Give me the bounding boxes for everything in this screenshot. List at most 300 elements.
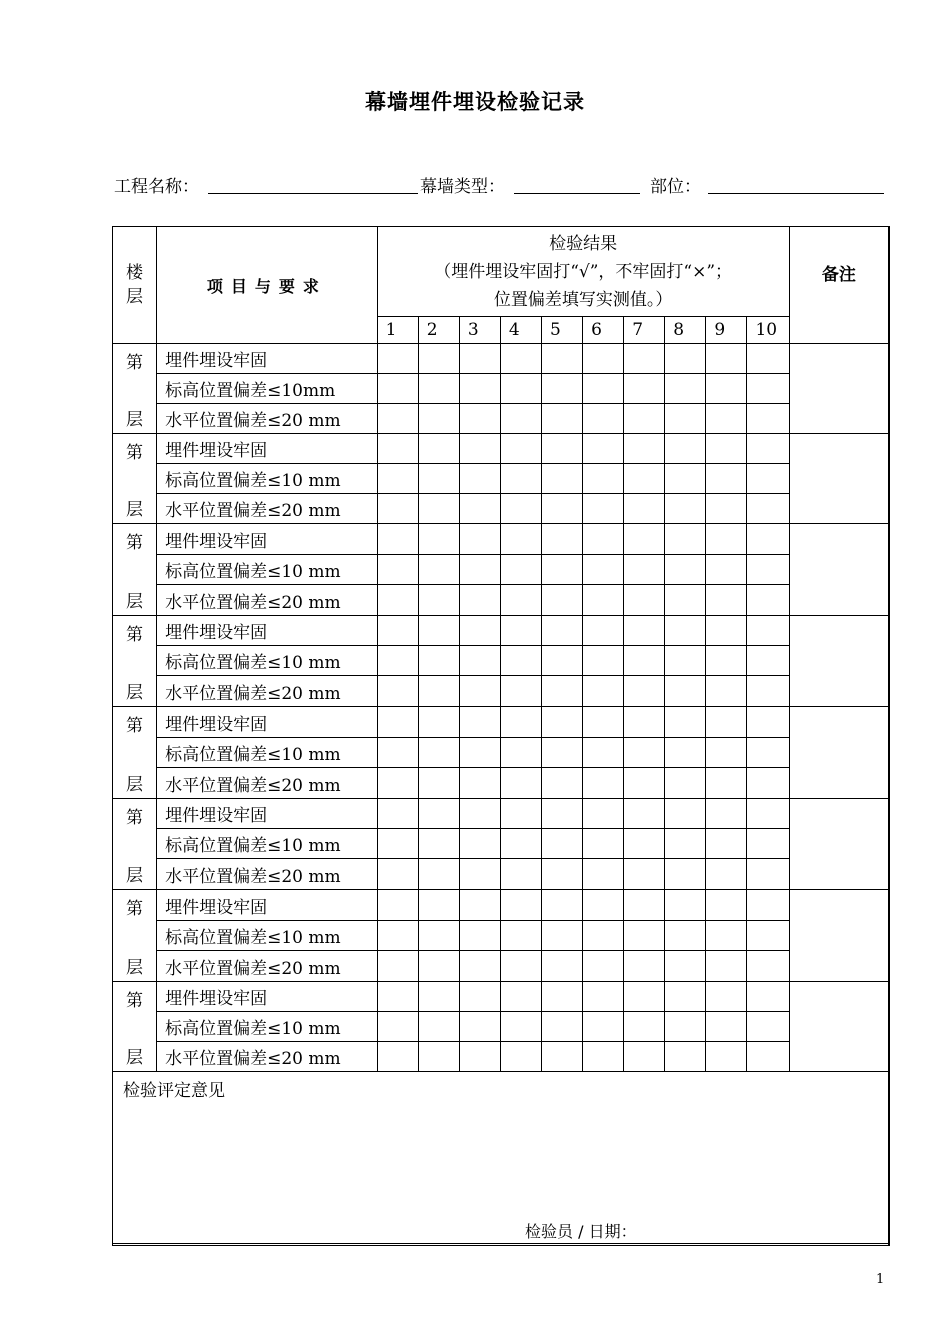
result-cell[interactable] — [624, 982, 665, 1012]
result-cell[interactable] — [542, 921, 583, 951]
result-cell[interactable] — [377, 859, 418, 890]
floor-prefix: 第 — [126, 625, 144, 645]
result-cell[interactable] — [500, 951, 541, 982]
result-cell[interactable] — [377, 555, 418, 585]
result-cell[interactable] — [542, 434, 583, 464]
result-cell[interactable] — [583, 676, 624, 707]
result-cell[interactable] — [583, 434, 624, 464]
result-cell[interactable] — [418, 738, 459, 768]
result-cell[interactable] — [459, 676, 500, 707]
result-cell[interactable] — [500, 890, 541, 921]
result-cell[interactable] — [665, 676, 706, 707]
remark-cell[interactable] — [789, 524, 888, 616]
result-cell[interactable] — [500, 738, 541, 768]
result-cell[interactable] — [624, 646, 665, 676]
result-cell[interactable] — [706, 921, 747, 951]
result-cell[interactable] — [418, 524, 459, 555]
floor-cell[interactable] — [113, 344, 157, 434]
floor-cell[interactable] — [113, 524, 157, 616]
result-cell[interactable] — [459, 829, 500, 859]
result-cell[interactable] — [624, 434, 665, 464]
result-cell[interactable] — [500, 982, 541, 1012]
result-cell[interactable] — [459, 1012, 500, 1042]
result-cell[interactable] — [624, 829, 665, 859]
result-cell[interactable] — [459, 859, 500, 890]
result-cell[interactable] — [418, 344, 459, 374]
result-cell[interactable] — [624, 859, 665, 890]
result-cell[interactable] — [418, 859, 459, 890]
result-cell[interactable] — [377, 434, 418, 464]
result-cell[interactable] — [377, 616, 418, 646]
result-cell[interactable] — [418, 829, 459, 859]
result-cell[interactable] — [706, 555, 747, 585]
result-cell[interactable] — [706, 524, 747, 555]
result-cell[interactable] — [706, 585, 747, 616]
result-cell[interactable] — [377, 799, 418, 829]
result-cell[interactable] — [706, 646, 747, 676]
result-cell[interactable] — [542, 646, 583, 676]
result-cell[interactable] — [624, 464, 665, 494]
result-cell[interactable] — [459, 768, 500, 799]
result-cell[interactable] — [583, 404, 624, 434]
result-cell[interactable] — [459, 404, 500, 434]
result-cell[interactable] — [624, 374, 665, 404]
remark-cell[interactable] — [789, 982, 888, 1072]
table-row — [113, 494, 889, 524]
result-cell[interactable] — [500, 1042, 541, 1072]
result-cell[interactable] — [418, 768, 459, 799]
result-cell[interactable] — [500, 464, 541, 494]
requirement-item: 水平位置偏差≤20 mm — [157, 1042, 378, 1072]
result-cell[interactable] — [665, 434, 706, 464]
result-cell[interactable] — [706, 374, 747, 404]
floor-prefix: 第 — [126, 353, 144, 373]
table-row — [113, 890, 889, 921]
result-cell[interactable] — [542, 1042, 583, 1072]
opinion-area[interactable] — [113, 1072, 889, 1246]
requirement-item: 标高位置偏差≤10 mm — [157, 829, 378, 859]
table-row — [113, 799, 889, 829]
result-cell[interactable] — [706, 676, 747, 707]
result-cell[interactable] — [542, 951, 583, 982]
result-cell[interactable] — [747, 646, 789, 676]
result-cell[interactable] — [459, 738, 500, 768]
result-cell[interactable] — [624, 404, 665, 434]
result-cell[interactable] — [665, 524, 706, 555]
result-cell[interactable] — [500, 829, 541, 859]
result-cell[interactable] — [500, 374, 541, 404]
result-cell[interactable] — [624, 799, 665, 829]
result-cell[interactable] — [747, 982, 789, 1012]
result-cell[interactable] — [583, 921, 624, 951]
result-cell[interactable] — [624, 344, 665, 374]
result-cell[interactable] — [665, 374, 706, 404]
result-cell[interactable] — [665, 890, 706, 921]
result-cell[interactable] — [747, 707, 789, 738]
result-cell[interactable] — [418, 494, 459, 524]
result-cell[interactable] — [747, 951, 789, 982]
result-cell[interactable] — [747, 464, 789, 494]
result-cell[interactable] — [706, 1012, 747, 1042]
result-cell[interactable] — [624, 676, 665, 707]
result-cell[interactable] — [583, 707, 624, 738]
result-cell[interactable] — [377, 524, 418, 555]
result-cell[interactable] — [583, 1042, 624, 1072]
result-cell[interactable] — [459, 464, 500, 494]
result-cell[interactable] — [418, 555, 459, 585]
result-cell[interactable] — [706, 768, 747, 799]
floor-cell[interactable] — [113, 434, 157, 524]
result-cell[interactable] — [459, 494, 500, 524]
result-cell[interactable] — [500, 1012, 541, 1042]
result-cell[interactable] — [459, 799, 500, 829]
result-cell[interactable] — [665, 707, 706, 738]
result-cell[interactable] — [747, 829, 789, 859]
item-header: 项目与要求 — [157, 227, 378, 344]
result-cell[interactable] — [706, 464, 747, 494]
result-cell[interactable] — [542, 707, 583, 738]
result-cell[interactable] — [459, 921, 500, 951]
result-cell[interactable] — [418, 585, 459, 616]
result-cell[interactable] — [583, 738, 624, 768]
result-cell[interactable] — [542, 890, 583, 921]
table-row — [113, 344, 889, 374]
floor-prefix: 第 — [126, 991, 144, 1011]
result-cell[interactable] — [459, 585, 500, 616]
result-cell[interactable] — [418, 464, 459, 494]
remark-cell[interactable] — [789, 799, 888, 890]
result-cell[interactable] — [542, 524, 583, 555]
result-cell[interactable] — [665, 404, 706, 434]
floor-cell[interactable] — [113, 616, 157, 707]
result-cell[interactable] — [747, 738, 789, 768]
result-cell[interactable] — [542, 585, 583, 616]
result-cell[interactable] — [747, 890, 789, 921]
result-cell[interactable] — [665, 344, 706, 374]
floor-suffix: 层 — [126, 775, 144, 795]
result-cell[interactable] — [747, 524, 789, 555]
remark-cell[interactable] — [789, 344, 888, 434]
result-cell[interactable] — [377, 646, 418, 676]
result-cell[interactable] — [377, 464, 418, 494]
result-cell[interactable] — [377, 374, 418, 404]
table-row — [113, 982, 889, 1012]
result-cell[interactable] — [747, 1012, 789, 1042]
result-cell[interactable] — [665, 464, 706, 494]
result-cell[interactable] — [459, 890, 500, 921]
result-cell[interactable] — [665, 799, 706, 829]
remark-cell[interactable] — [789, 890, 888, 982]
result-cell[interactable] — [418, 799, 459, 829]
result-cell[interactable] — [542, 494, 583, 524]
result-cell[interactable] — [706, 982, 747, 1012]
result-cell[interactable] — [665, 494, 706, 524]
result-cell[interactable] — [583, 464, 624, 494]
result-cell[interactable] — [418, 707, 459, 738]
result-cell[interactable] — [583, 374, 624, 404]
result-cell[interactable] — [624, 585, 665, 616]
result-cell[interactable] — [377, 768, 418, 799]
result-cell[interactable] — [747, 344, 789, 374]
result-cell[interactable] — [418, 404, 459, 434]
result-cell[interactable] — [459, 344, 500, 374]
table-row — [113, 921, 889, 951]
result-cell[interactable] — [665, 585, 706, 616]
result-cell[interactable] — [747, 585, 789, 616]
result-cell[interactable] — [377, 829, 418, 859]
result-cell[interactable] — [583, 829, 624, 859]
floor-prefix: 第 — [126, 716, 144, 736]
location-label: 部位： — [650, 177, 701, 197]
column-number: 6 — [583, 317, 624, 344]
result-cell[interactable] — [706, 859, 747, 890]
result-cell[interactable] — [583, 1012, 624, 1042]
table-row — [113, 768, 889, 799]
result-cell[interactable] — [706, 951, 747, 982]
result-cell[interactable] — [706, 434, 747, 464]
result-cell[interactable] — [418, 616, 459, 646]
result-cell[interactable] — [583, 494, 624, 524]
result-cell[interactable] — [500, 646, 541, 676]
requirement-item: 埋件埋设牢固 — [157, 434, 378, 464]
result-cell[interactable] — [377, 1042, 418, 1072]
result-cell[interactable] — [542, 676, 583, 707]
remark-cell[interactable] — [789, 434, 888, 524]
result-cell[interactable] — [665, 738, 706, 768]
location-field[interactable] — [708, 193, 884, 194]
result-cell[interactable] — [706, 404, 747, 434]
result-cell[interactable] — [459, 374, 500, 404]
result-cell[interactable] — [418, 646, 459, 676]
result-cell[interactable] — [500, 616, 541, 646]
result-cell[interactable] — [377, 1012, 418, 1042]
result-cell[interactable] — [583, 982, 624, 1012]
result-cell[interactable] — [377, 951, 418, 982]
result-cell[interactable] — [624, 616, 665, 646]
floor-cell[interactable] — [113, 890, 157, 982]
result-cell[interactable] — [542, 859, 583, 890]
result-cell[interactable] — [500, 799, 541, 829]
result-cell[interactable] — [459, 951, 500, 982]
result-cell[interactable] — [665, 921, 706, 951]
result-cell[interactable] — [747, 434, 789, 464]
result-cell[interactable] — [377, 585, 418, 616]
result-cell[interactable] — [624, 951, 665, 982]
result-cell[interactable] — [624, 555, 665, 585]
floor-cell[interactable] — [113, 707, 157, 799]
result-cell[interactable] — [459, 646, 500, 676]
result-cell[interactable] — [583, 859, 624, 890]
result-cell[interactable] — [500, 768, 541, 799]
result-cell[interactable] — [418, 676, 459, 707]
result-cell[interactable] — [747, 494, 789, 524]
result-cell[interactable] — [377, 707, 418, 738]
result-cell[interactable] — [542, 829, 583, 859]
result-cell[interactable] — [747, 1042, 789, 1072]
result-cell[interactable] — [665, 768, 706, 799]
result-cell[interactable] — [377, 921, 418, 951]
result-cell[interactable] — [418, 1042, 459, 1072]
result-cell[interactable] — [583, 555, 624, 585]
result-cell[interactable] — [459, 707, 500, 738]
result-cell[interactable] — [418, 434, 459, 464]
result-cell[interactable] — [706, 1042, 747, 1072]
result-cell[interactable] — [583, 646, 624, 676]
result-cell[interactable] — [747, 374, 789, 404]
result-cell[interactable] — [542, 344, 583, 374]
result-cell[interactable] — [624, 738, 665, 768]
result-cell[interactable] — [706, 890, 747, 921]
result-cell[interactable] — [418, 951, 459, 982]
result-cell[interactable] — [500, 707, 541, 738]
result-cell[interactable] — [500, 494, 541, 524]
result-cell[interactable] — [706, 494, 747, 524]
curtain-wall-type-field[interactable] — [514, 193, 640, 194]
result-cell[interactable] — [542, 464, 583, 494]
result-cell[interactable] — [542, 374, 583, 404]
result-cell[interactable] — [624, 524, 665, 555]
result-cell[interactable] — [418, 374, 459, 404]
result-cell[interactable] — [459, 434, 500, 464]
result-cell[interactable] — [542, 982, 583, 1012]
table-row — [113, 374, 889, 404]
result-cell[interactable] — [583, 890, 624, 921]
result-cell[interactable] — [583, 616, 624, 646]
result-cell[interactable] — [665, 829, 706, 859]
result-cell[interactable] — [583, 951, 624, 982]
result-cell[interactable] — [747, 555, 789, 585]
result-cell[interactable] — [706, 829, 747, 859]
floor-cell[interactable] — [113, 799, 157, 890]
column-number: 1 — [377, 317, 418, 344]
result-cell[interactable] — [583, 344, 624, 374]
requirement-item: 埋件埋设牢固 — [157, 344, 378, 374]
result-cell[interactable] — [542, 555, 583, 585]
result-cell[interactable] — [500, 859, 541, 890]
result-cell[interactable] — [747, 404, 789, 434]
result-cell[interactable] — [542, 738, 583, 768]
floor-suffix: 层 — [126, 866, 144, 886]
floor-prefix: 第 — [126, 899, 144, 919]
result-cell[interactable] — [500, 404, 541, 434]
table-row — [113, 646, 889, 676]
page-title: 幕墙埋件埋设检验记录 — [365, 90, 585, 114]
result-cell[interactable] — [624, 890, 665, 921]
table-row — [113, 524, 889, 555]
result-cell[interactable] — [500, 524, 541, 555]
result-cell[interactable] — [418, 982, 459, 1012]
result-cell[interactable] — [665, 982, 706, 1012]
result-cell[interactable] — [377, 982, 418, 1012]
result-cell[interactable] — [500, 344, 541, 374]
result-cell[interactable] — [624, 921, 665, 951]
result-cell[interactable] — [377, 738, 418, 768]
result-cell[interactable] — [459, 555, 500, 585]
result-cell[interactable] — [583, 585, 624, 616]
result-cell[interactable] — [706, 616, 747, 646]
result-cell[interactable] — [418, 890, 459, 921]
result-cell[interactable] — [542, 616, 583, 646]
result-cell[interactable] — [542, 799, 583, 829]
table-row — [113, 585, 889, 616]
result-cell[interactable] — [542, 1012, 583, 1042]
column-number: 10 — [747, 317, 789, 344]
project-name-field[interactable] — [208, 193, 418, 194]
requirement-item: 水平位置偏差≤20 mm — [157, 951, 378, 982]
result-cell[interactable] — [747, 616, 789, 646]
result-cell[interactable] — [542, 404, 583, 434]
table-row — [113, 555, 889, 585]
floor-suffix: 层 — [126, 500, 144, 520]
result-cell[interactable] — [418, 1012, 459, 1042]
requirement-item: 埋件埋设牢固 — [157, 890, 378, 921]
result-cell[interactable] — [583, 768, 624, 799]
result-cell[interactable] — [665, 646, 706, 676]
result-note-2: 位置偏差填写实测值。） — [493, 289, 673, 310]
remark-cell[interactable] — [789, 616, 888, 707]
result-cell[interactable] — [747, 676, 789, 707]
result-cell[interactable] — [624, 768, 665, 799]
result-cell[interactable] — [706, 344, 747, 374]
requirement-item: 标高位置偏差≤10 mm — [157, 921, 378, 951]
curtain-wall-type-label: 幕墙类型： — [420, 177, 505, 197]
result-cell[interactable] — [665, 555, 706, 585]
remark-cell[interactable] — [789, 707, 888, 799]
result-cell[interactable] — [706, 707, 747, 738]
result-cell[interactable] — [706, 799, 747, 829]
table-row — [113, 738, 889, 768]
result-cell[interactable] — [500, 585, 541, 616]
result-cell[interactable] — [583, 799, 624, 829]
result-cell[interactable] — [500, 676, 541, 707]
result-cell[interactable] — [377, 676, 418, 707]
result-cell[interactable] — [747, 768, 789, 799]
result-cell[interactable] — [500, 555, 541, 585]
result-cell[interactable] — [459, 524, 500, 555]
result-cell[interactable] — [500, 434, 541, 464]
result-cell[interactable] — [747, 799, 789, 829]
result-cell[interactable] — [665, 1012, 706, 1042]
result-cell[interactable] — [418, 921, 459, 951]
result-cell[interactable] — [377, 890, 418, 921]
result-cell[interactable] — [459, 616, 500, 646]
result-cell[interactable] — [665, 616, 706, 646]
result-cell[interactable] — [665, 1042, 706, 1072]
result-cell[interactable] — [665, 951, 706, 982]
result-cell[interactable] — [583, 524, 624, 555]
result-cell[interactable] — [706, 738, 747, 768]
result-cell[interactable] — [747, 921, 789, 951]
result-cell[interactable] — [459, 982, 500, 1012]
column-number: 2 — [418, 317, 459, 344]
floor-cell[interactable] — [113, 982, 157, 1072]
opinion-row — [113, 1072, 889, 1246]
result-cell[interactable] — [624, 1012, 665, 1042]
result-cell[interactable] — [747, 859, 789, 890]
result-cell[interactable] — [377, 344, 418, 374]
requirement-item: 水平位置偏差≤20 mm — [157, 404, 378, 434]
result-cell[interactable] — [377, 494, 418, 524]
result-cell[interactable] — [459, 1042, 500, 1072]
result-cell[interactable] — [542, 768, 583, 799]
result-cell[interactable] — [624, 707, 665, 738]
result-cell[interactable] — [624, 494, 665, 524]
result-cell[interactable] — [665, 859, 706, 890]
floor-prefix: 第 — [126, 533, 144, 553]
result-cell[interactable] — [377, 404, 418, 434]
result-cell[interactable] — [624, 1042, 665, 1072]
result-cell[interactable] — [500, 921, 541, 951]
